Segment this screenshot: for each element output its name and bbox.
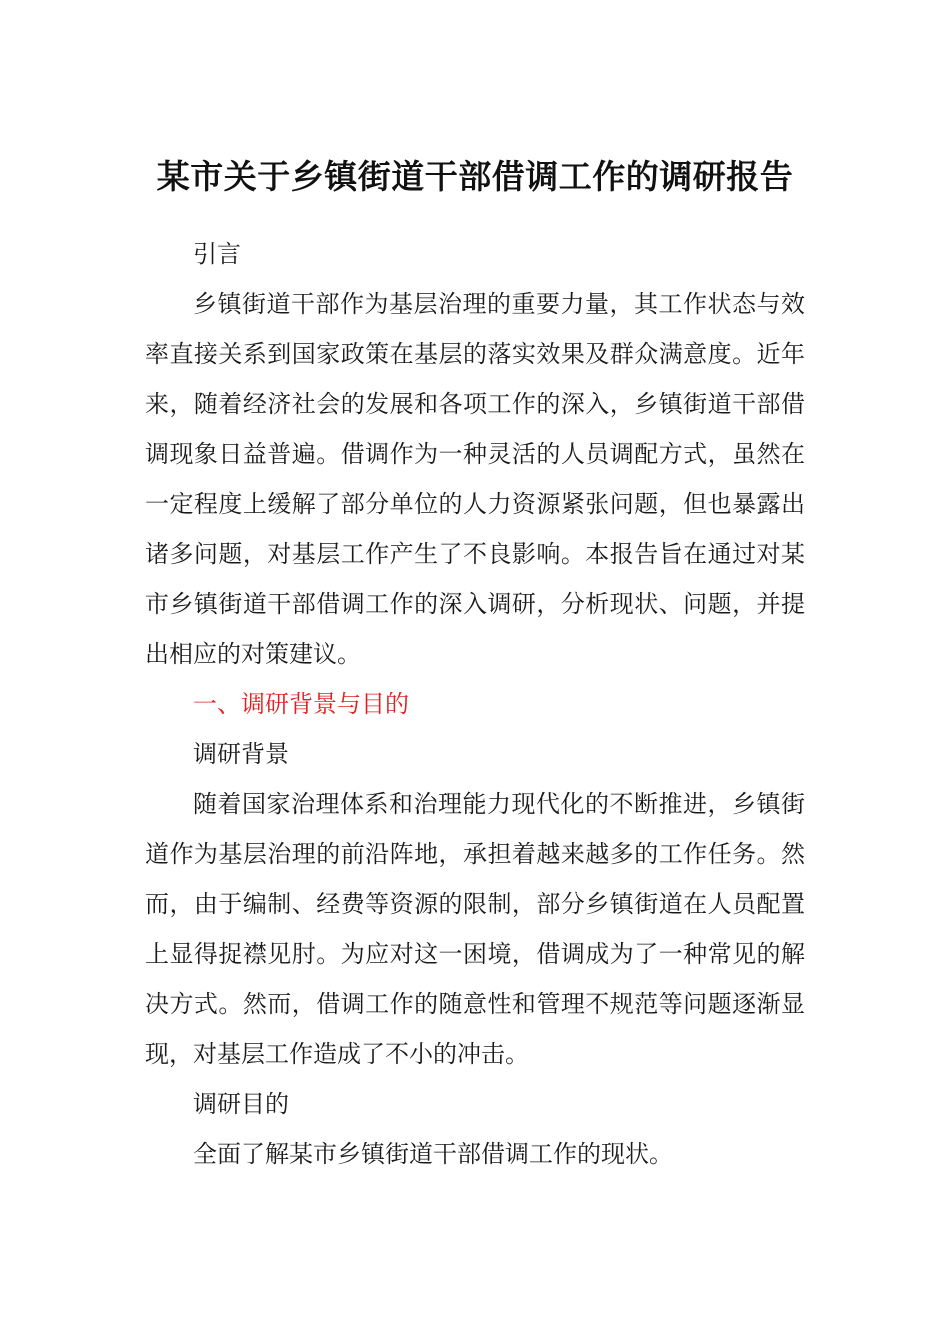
intro-heading: 引言 xyxy=(193,240,241,268)
background-heading: 调研背景 xyxy=(193,740,289,768)
section-heading: 一、调研背景与目的 xyxy=(193,690,409,718)
background-paragraph: 随着国家治理体系和治理能力现代化的不断推进，乡镇街道作为基层治理的前沿阵地，承担着越来越多的工作任务。然而，由于编制、经费等资源的限制，部分乡镇街道在人员配置上显得捉襟见肘。为应对这一困境，借调成为了一种常见的解决方式。然而，借调工作的随意性和管理不规范等问题逐渐显现，对基层工作造成了不小的冲击。 xyxy=(145,790,805,1068)
purpose-item: 全面了解某市乡镇街道干部借调工作的现状。 xyxy=(193,1140,673,1168)
intro-paragraph: 乡镇街道干部作为基层治理的重要力量，其工作状态与效率直接关系到国家政策在基层的落实效果及群众满意度。近年来，随着经济社会的发展和各项工作的深入，乡镇街道干部借调现象日益普遍。借调作为一种灵活的人员调配方式，虽然在一定程度上缓解了部分单位的人力资源紧张问题，但也暴露出诸多问题，对基层工作产生了不良影响。本报告旨在通过对某市乡镇街道干部借调工作的深入调研，分析现状、问题，并提出相应的对策建议。 xyxy=(145,290,805,668)
document-body xyxy=(145,229,805,1179)
purpose-heading: 调研目的 xyxy=(193,1090,289,1118)
document-title: 某市关于乡镇街道干部借调工作的调研报告 xyxy=(156,157,794,196)
